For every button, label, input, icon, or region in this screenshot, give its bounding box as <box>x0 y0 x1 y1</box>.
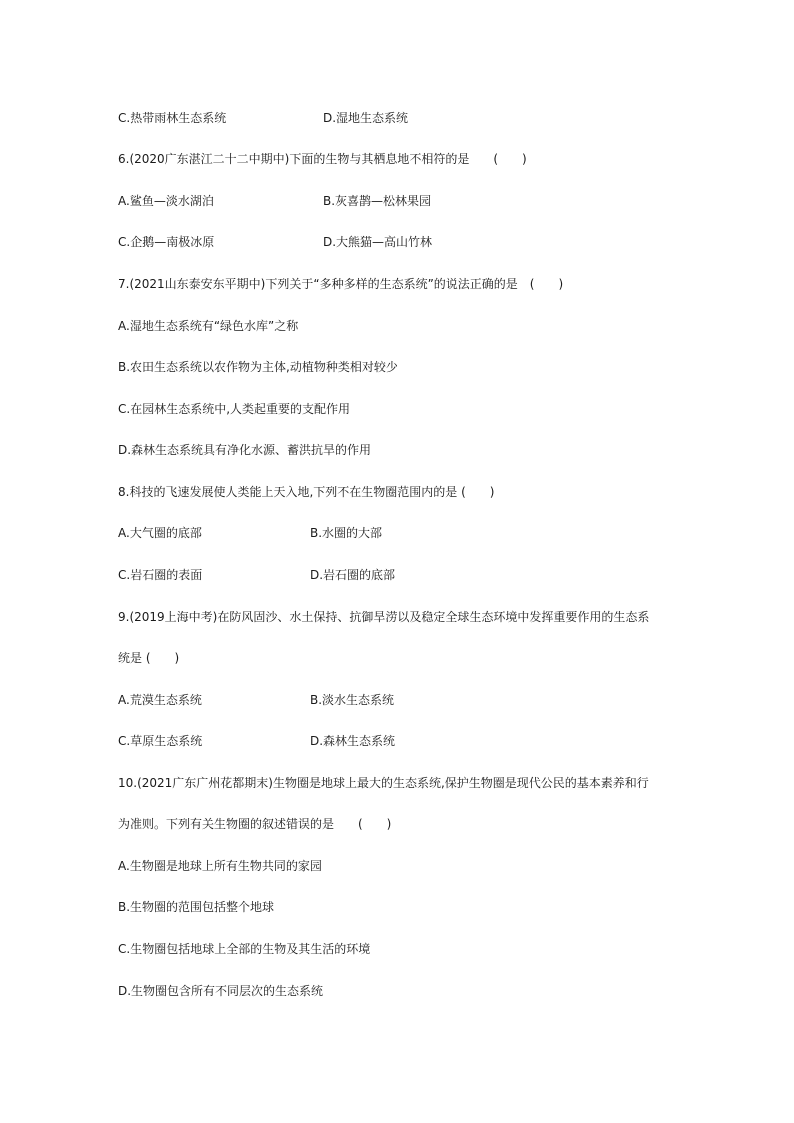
q9-option-c: C.草原生态系统 <box>118 734 203 748</box>
q6-option-c: C.企鹅—南极冰原 <box>118 235 215 249</box>
q10-option-b: B.生物圈的范围包括整个地球 <box>118 900 275 914</box>
q8-stem: 8.科技的飞速发展使人类能上天入地,下列不在生物圈范围内的是 ( ) <box>118 485 495 499</box>
q9-stem-line1: 9.(2019上海中考)在防风固沙、水土保持、抗御旱涝以及稳定全球生态环境中发挥重要作用的生态系 <box>118 610 650 624</box>
q9-option-a: A.荒漠生态系统 <box>118 693 202 707</box>
q7-option-b: B.农田生态系统以农作物为主体,动植物种类相对较少 <box>118 360 398 374</box>
q8-option-d: D.岩石圈的底部 <box>310 568 396 582</box>
q6-option-b: B.灰喜鹊—松林果园 <box>323 194 432 208</box>
q5-option-c: C.热带雨林生态系统 <box>118 111 227 125</box>
q6-option-d: D.大熊猫—高山竹林 <box>323 235 433 249</box>
q9-option-d: D.森林生态系统 <box>310 734 396 748</box>
q9-option-b: B.淡水生态系统 <box>310 693 395 707</box>
q8-option-b: B.水圈的大部 <box>310 526 383 540</box>
q10-stem-line2: 为准则。下列有关生物圈的叙述错误的是 ( ) <box>118 817 392 831</box>
q8-option-a: A.大气圈的底部 <box>118 526 202 540</box>
q7-stem: 7.(2021山东泰安东平期中)下列关于“多种多样的生态系统”的说法正确的是 ( ) <box>118 277 564 291</box>
q7-option-d: D.森林生态系统具有净化水源、蓄洪抗旱的作用 <box>118 443 372 457</box>
q7-option-c: C.在园林生态系统中,人类起重要的支配作用 <box>118 402 351 416</box>
q10-option-a: A.生物圈是地球上所有生物共同的家园 <box>118 859 322 873</box>
q6-stem: 6.(2020广东湛江二十二中期中)下面的生物与其栖息地不相符的是 ( ) <box>118 152 527 166</box>
q5-option-d: D.湿地生态系统 <box>323 111 409 125</box>
q8-option-c: C.岩石圈的表面 <box>118 568 203 582</box>
q10-stem-line1: 10.(2021广东广州花都期末)生物圈是地球上最大的生态系统,保护生物圈是现代公民的基本素养和行 <box>118 776 649 790</box>
q10-option-d: D.生物圈包含所有不同层次的生态系统 <box>118 984 324 998</box>
q10-option-c: C.生物圈包括地球上全部的生物及其生活的环境 <box>118 942 371 956</box>
q6-option-a: A.鲨鱼—淡水湖泊 <box>118 194 214 208</box>
q9-stem-line2: 统是 ( ) <box>118 651 180 665</box>
q7-option-a: A.湿地生态系统有“绿色水库”之称 <box>118 319 299 333</box>
